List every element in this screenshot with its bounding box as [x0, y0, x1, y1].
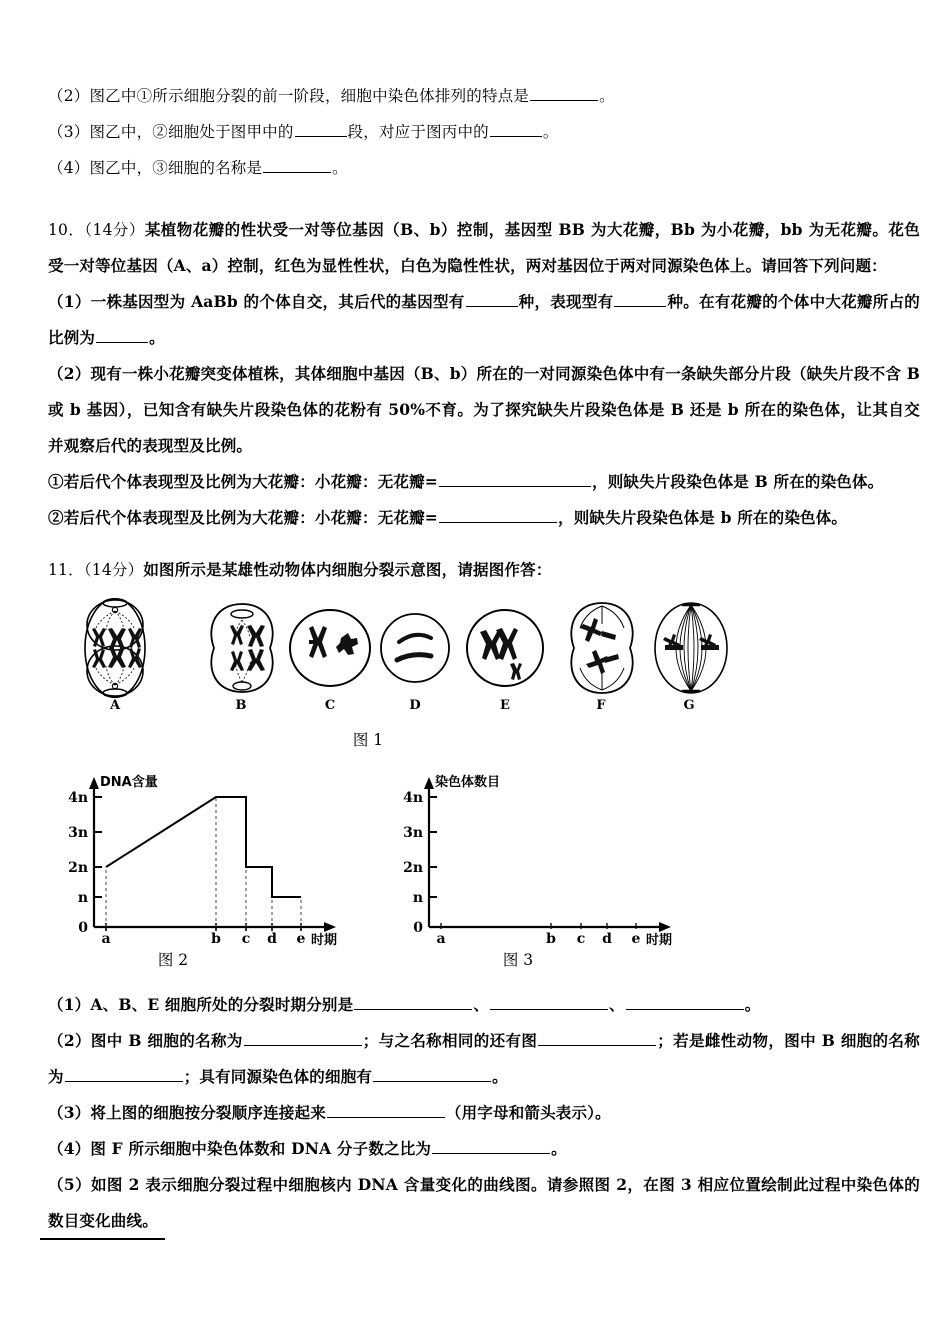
sub-text: 若后代个体表现型及比例为大花瓣：小花瓣：无花瓣= [63, 472, 438, 491]
question-11-part-5 [48, 1167, 920, 1239]
svg-text:3n: 3n [68, 825, 88, 841]
svg-text:b: b [546, 931, 556, 947]
answer-blank[interactable] [626, 994, 744, 1010]
part-text: 种。在有花瓣的个体中大花瓣所占的比例为 [48, 292, 920, 347]
part-number: （1） [48, 292, 91, 311]
part-text: 现有一株小花瓣突变体植株，其体细胞中基因（B、b）所在的一对同源染色体中有一条缺失部分片段（缺失片段不含 B 或 b 基因），已知含有缺失片段染色体的花粉有 50%不育。为了探究缺失片段染色体是 B 还是 b 所在的染色体，让其自交并观察后代的表现型及比例。 [48, 364, 920, 455]
figure-1 [48, 598, 920, 756]
cell-label-A: A [109, 698, 121, 713]
part-number: （5） [48, 1175, 91, 1194]
answer-blank[interactable] [439, 471, 591, 487]
svg-text:2n: 2n [403, 860, 423, 876]
svg-text:3n: 3n [403, 825, 423, 841]
part-number: （3） [48, 1103, 91, 1122]
separator: 、 [609, 995, 625, 1014]
figure-1-caption: 图 1 [352, 731, 384, 749]
item-text: 图乙中，②细胞处于图甲中的 [89, 123, 294, 141]
cell-label-F: F [596, 698, 606, 713]
part-text: 。 [149, 328, 165, 347]
cell-diagram-C [285, 598, 375, 698]
item-number: （2） [48, 87, 90, 105]
part-number: （4） [48, 1139, 91, 1158]
cell-diagram-G [645, 598, 737, 698]
svg-text:d: d [602, 931, 612, 947]
answer-blank[interactable] [432, 1138, 550, 1154]
part-period: 。 [492, 1067, 508, 1086]
answer-blank[interactable] [263, 157, 331, 173]
question-score: （14分） [83, 561, 144, 579]
cell-diagram-B [196, 598, 288, 698]
part-text: 种，表现型有 [518, 292, 614, 311]
answer-blank[interactable] [65, 1066, 183, 1082]
question-11-part-2 [48, 1023, 920, 1095]
carryover-item-3 [48, 114, 920, 150]
item-number: （3） [48, 123, 90, 141]
answer-blank[interactable] [538, 1030, 656, 1046]
answer-blank[interactable] [466, 291, 518, 307]
cell-label-C: C [324, 698, 336, 713]
svg-text:b: b [211, 931, 221, 947]
sub-number: ② [48, 508, 64, 527]
cell-label-B: B [235, 698, 247, 713]
question-10-part-2-sub-2 [48, 500, 920, 536]
part-text: ；具有同源染色体的细胞有 [183, 1067, 373, 1086]
answer-blank[interactable] [244, 1030, 362, 1046]
figure-2-caption: 图 2 [157, 951, 189, 969]
answer-blank[interactable] [354, 994, 472, 1010]
sub-number: ① [48, 472, 64, 491]
question-11-stem [48, 552, 920, 588]
question-11-part-1 [48, 987, 920, 1023]
svg-text:时期: 时期 [646, 933, 673, 947]
item-text: 图乙中，③细胞的名称是 [89, 159, 263, 177]
answer-blank[interactable] [490, 994, 608, 1010]
sub-text: 若后代个体表现型及比例为大花瓣：小花瓣：无花瓣= [63, 508, 438, 527]
figure-3-caption: 图 3 [502, 951, 534, 969]
part-text: （用字母和箭头表示）。 [445, 1103, 611, 1122]
answer-blank[interactable] [530, 85, 598, 101]
part-text: 一株基因型为 AaBb 的个体自交，其后代的基因型有 [90, 292, 465, 311]
svg-text:染色体数目: 染色体数目 [435, 775, 501, 790]
svg-text:e: e [631, 931, 641, 947]
question-stem-text: 某植物花瓣的性状受一对等位基因（B、b）控制，基因型 BB 为大花瓣，Bb 为小花瓣，bb 为无花瓣。花色受一对等位基因（A、a）控制，红色为显性性状，白色为隐性性状，两对基因位于两对同源染色体上。请回答下列问题： [48, 220, 920, 275]
svg-text:c: c [241, 931, 251, 947]
svg-text:n: n [77, 890, 88, 906]
question-10-part-2 [48, 356, 920, 464]
question-11-part-3 [48, 1095, 920, 1131]
answer-blank[interactable] [295, 121, 347, 137]
part-text: A、B、E 细胞所处的分裂时期分别是 [90, 995, 354, 1014]
svg-text:0: 0 [413, 920, 423, 936]
sub-text: ，则缺失片段染色体是 B 所在的染色体。 [592, 472, 884, 491]
item-period: 。 [542, 123, 559, 141]
svg-text:n: n [412, 890, 423, 906]
question-stem-text: 如图所示是某雄性动物体内细胞分裂示意图，请据图作答： [143, 560, 552, 579]
svg-text:e: e [296, 931, 306, 947]
carryover-item-4 [48, 150, 920, 186]
part-text: ；与之名称相同的还有图 [362, 1031, 538, 1050]
svg-text:4n: 4n [68, 790, 88, 806]
answer-blank[interactable] [614, 291, 666, 307]
cell-label-D: D [409, 698, 421, 713]
svg-text:a: a [436, 931, 446, 947]
question-number: 11． [48, 561, 84, 579]
charts-row [48, 772, 920, 987]
question-11-part-4 [48, 1131, 920, 1167]
question-10-stem [48, 212, 920, 284]
answer-blank[interactable] [327, 1102, 445, 1118]
cell-diagram-E [460, 598, 550, 698]
sub-text: ，则缺失片段染色体是 b 所在的染色体。 [558, 508, 848, 527]
question-10-part-2-sub-1 [48, 464, 920, 500]
part-number: （2） [48, 1031, 91, 1050]
part-text: ；若是雌性动物，图中 B 细胞的名称为 [48, 1031, 920, 1086]
item-text: 图乙中①所示细胞分裂的前一阶段，细胞中染色体排列的特点是 [89, 87, 530, 105]
cell-diagrams-row [48, 598, 920, 726]
part-text: 图中 B 细胞的名称为 [90, 1031, 243, 1050]
question-10-part-1 [48, 284, 920, 356]
cell-diagram-A [60, 598, 170, 698]
figure-3 [393, 772, 733, 969]
question-number: 10． [48, 221, 85, 239]
part-text: 如图 2 表示细胞分裂过程中细胞核内 DNA 含量变化的曲线图。请参照图 2，在图 3 相应位置绘制此过程中染色体的数目变化曲线。 [48, 1175, 921, 1230]
cell-diagram-D [373, 598, 457, 698]
svg-text:d: d [267, 931, 277, 947]
answer-blank[interactable] [439, 507, 557, 523]
svg-text:时期: 时期 [311, 933, 338, 947]
question-score: （14分） [84, 221, 145, 239]
part-text: 图 F 所示细胞中染色体数和 DNA 分子数之比为 [90, 1139, 432, 1158]
carryover-item-2 [48, 78, 920, 114]
svg-text:4n: 4n [403, 790, 423, 806]
svg-text:a: a [101, 931, 111, 947]
part-period: 。 [744, 995, 761, 1014]
svg-text:2n: 2n [68, 860, 88, 876]
answer-blank[interactable] [373, 1066, 491, 1082]
cell-label-G: G [683, 698, 695, 713]
answer-blank[interactable] [490, 121, 542, 137]
item-number: （4） [48, 159, 90, 177]
footer-rule [40, 1238, 165, 1240]
part-number: （1） [48, 995, 91, 1014]
svg-text:0: 0 [78, 920, 88, 936]
part-number: （2） [48, 364, 91, 383]
item-period: 。 [332, 159, 348, 177]
separator: 、 [473, 995, 490, 1014]
answer-blank[interactable] [96, 327, 148, 343]
svg-text:DNA含量: DNA含量 [100, 775, 158, 790]
part-period: 。 [551, 1139, 567, 1158]
part-text: 将上图的细胞按分裂顺序连接起来 [90, 1103, 326, 1122]
figure-2 [58, 772, 398, 969]
cell-label-E: E [500, 698, 510, 713]
svg-text:c: c [576, 931, 586, 947]
item-period: 。 [599, 87, 615, 105]
item-text-mid: 段，对应于图丙中的 [347, 123, 489, 141]
cell-diagram-F [558, 598, 646, 698]
page-content [48, 78, 920, 1239]
